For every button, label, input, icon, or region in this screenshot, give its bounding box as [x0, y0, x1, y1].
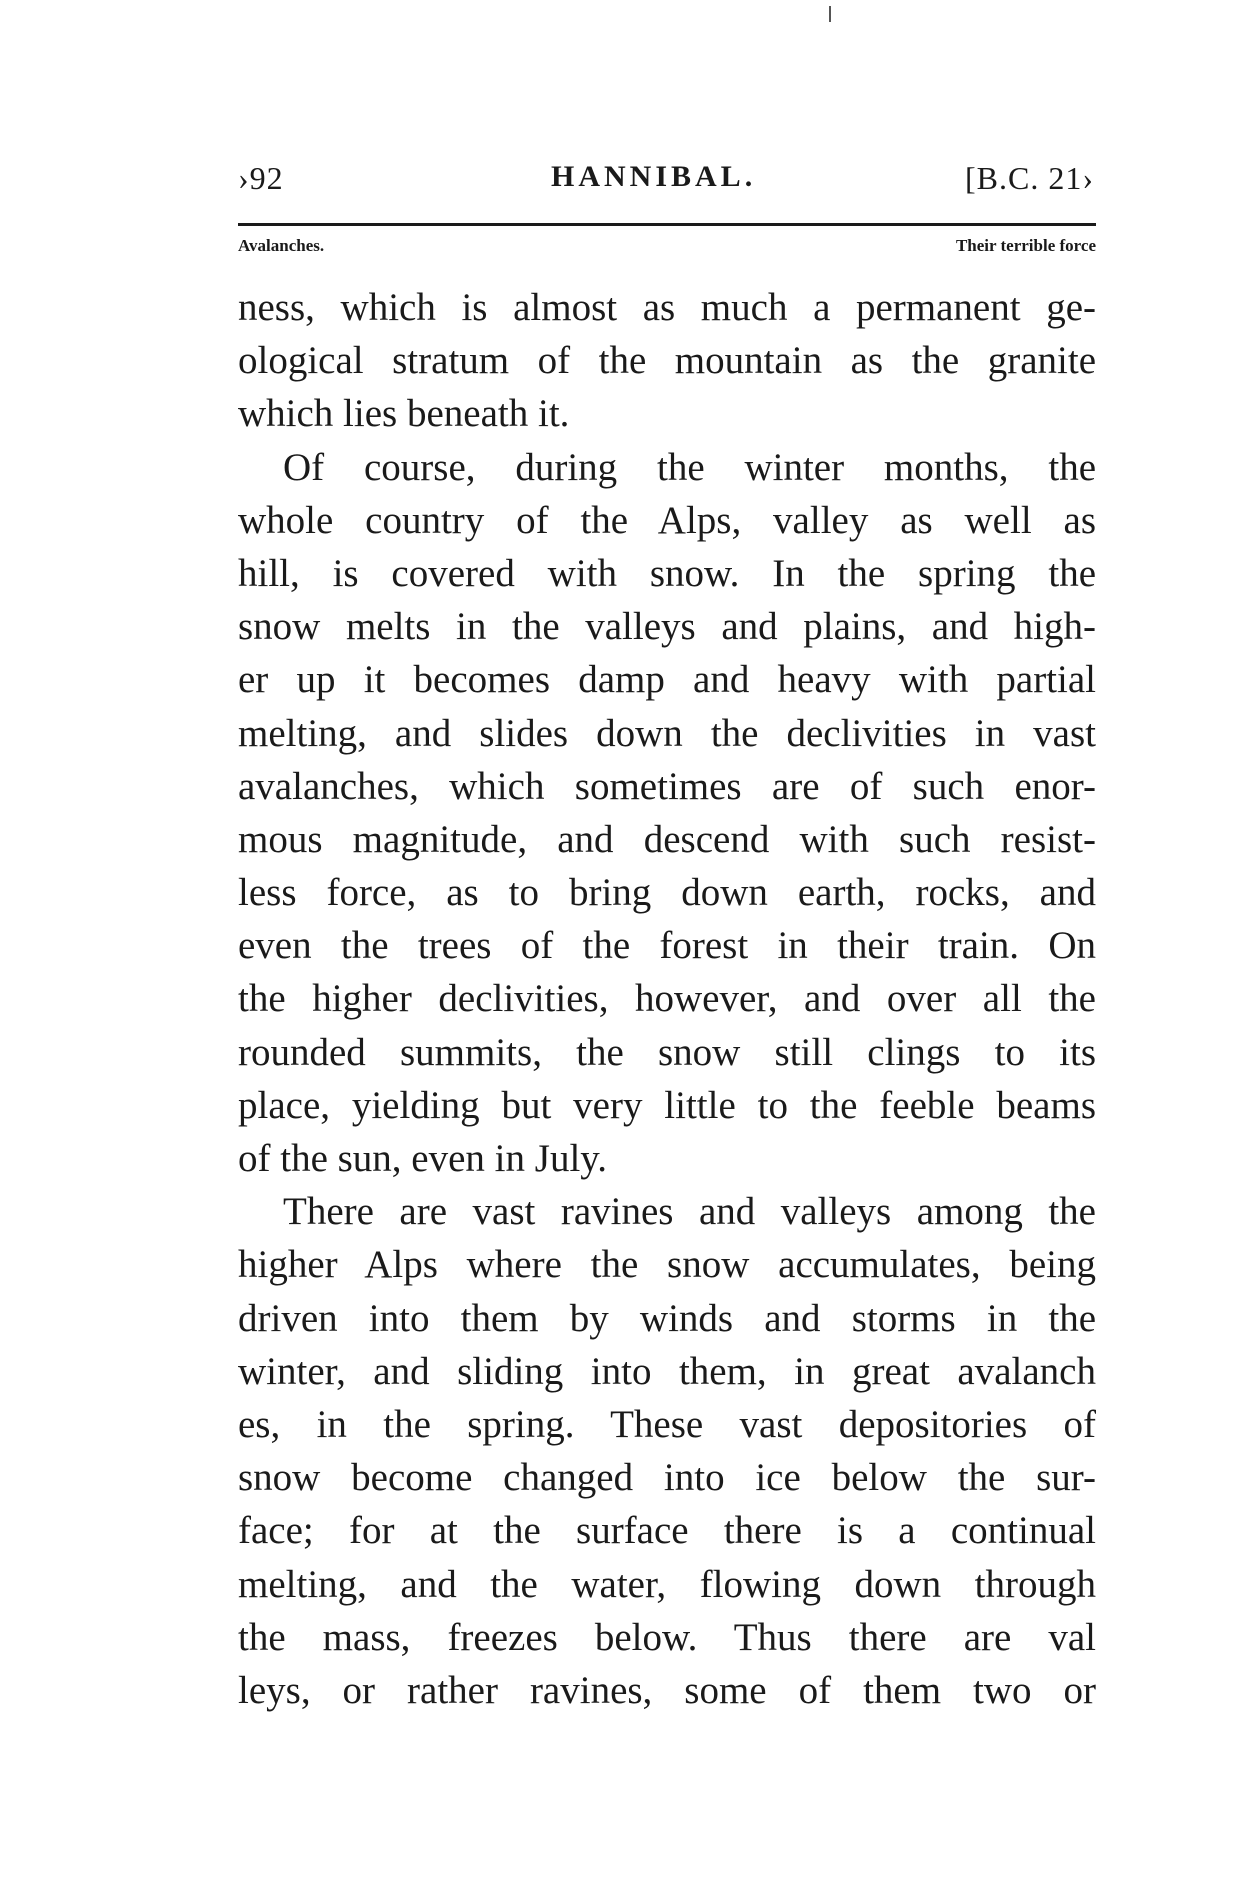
text-line: snow melts in the valleys and plains, and high- [238, 605, 1096, 649]
text-line: rounded summits, the snow still clings to its [238, 1030, 1096, 1074]
date-marker: [B.C. 21› [965, 160, 1094, 196]
running-head [238, 160, 1096, 212]
text-line: mous magnitude, and descend with such resist- [238, 817, 1096, 861]
paragraph [238, 1185, 1096, 1717]
text-line: hill, is covered with snow. In the spring the [238, 551, 1096, 595]
sidenote-left: Avalanches. [238, 236, 325, 255]
header-rule [238, 223, 1096, 226]
text-line: higher Alps where the snow accumulates, being [238, 1243, 1096, 1287]
text-line: which lies beneath it. [238, 392, 570, 436]
text-line: avalanches, which sometimes are of such enor- [238, 764, 1096, 808]
text-line: whole country of the Alps, valley as well as [238, 498, 1096, 542]
book-title: HANNIBAL. [551, 160, 757, 193]
text-line: even the trees of the forest in their train. On [238, 924, 1096, 968]
text-line: the higher declivities, however, and over all the [238, 977, 1096, 1021]
body-text [238, 281, 1096, 1717]
text-line: place, yielding but very little to the feeble beams [238, 1083, 1096, 1127]
text-line: melting, and the water, flowing down through [238, 1562, 1096, 1606]
stray-print-mark [829, 6, 831, 22]
text-line: less force, as to bring down earth, rocks, and [238, 871, 1096, 915]
paragraph [238, 441, 1096, 1186]
text-line: driven into them by winds and storms in the [238, 1296, 1096, 1340]
sidenotes [238, 236, 1096, 262]
sidenote-right: Their terrible force [955, 236, 1096, 255]
text-line: the mass, freezes below. Thus there are val [238, 1615, 1096, 1659]
paragraph [238, 281, 1096, 441]
text-line: melting, and slides down the declivities in vast [238, 711, 1096, 755]
text-line: face; for at the surface there is a continual [238, 1509, 1096, 1553]
text-line: snow become changed into ice below the sur- [238, 1456, 1096, 1500]
text-line: ological stratum of the mountain as the granite [238, 339, 1096, 383]
text-line: leys, or rather ravines, some of them two or [238, 1668, 1096, 1712]
page-number: ›92 [238, 160, 284, 196]
text-line: er up it becomes damp and heavy with partial [238, 658, 1096, 702]
text-line: Of course, during the winter months, the [283, 445, 1096, 489]
text-line: es, in the spring. These vast depositories of [238, 1402, 1096, 1446]
text-line: of the sun, even in July. [238, 1137, 607, 1180]
text-line: ness, which is almost as much a permanent ge- [238, 286, 1096, 329]
text-line: winter, and sliding into them, in great avalanch [238, 1349, 1096, 1393]
text-line: There are vast ravines and valleys among the [283, 1190, 1096, 1234]
